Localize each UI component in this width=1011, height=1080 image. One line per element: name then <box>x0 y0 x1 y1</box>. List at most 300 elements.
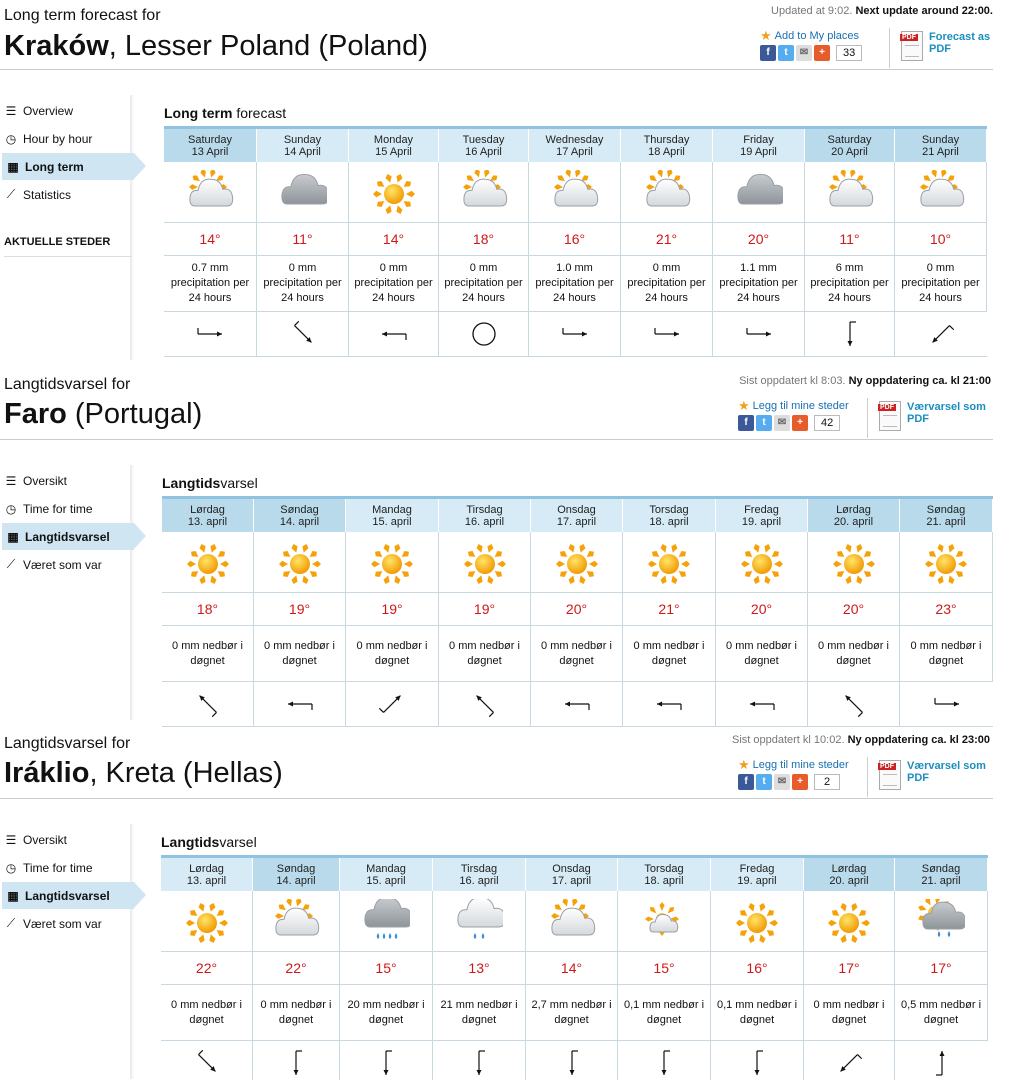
forecast-table <box>164 126 987 357</box>
day-header <box>340 858 433 891</box>
updated-at: Updated at 9:02. <box>771 5 853 17</box>
temperature: 21° <box>658 601 680 617</box>
mail-icon[interactable]: ✉ <box>796 45 812 61</box>
day-name: Lørdag <box>190 504 225 516</box>
temperature-cell <box>531 593 623 626</box>
precipitation-cell <box>805 256 895 312</box>
wind-arrow-icon <box>162 682 254 727</box>
location-subtitle: Long term forecast for <box>4 7 161 24</box>
menu-item-label: Været som var <box>23 557 102 572</box>
precipitation-cell <box>900 626 993 682</box>
wind-arrow-icon <box>713 312 805 357</box>
precipitation-cell <box>804 985 895 1041</box>
day-header <box>531 499 623 532</box>
sun-icon <box>439 532 531 593</box>
day-date: 20 April <box>831 146 868 158</box>
temperature-cell <box>254 593 346 626</box>
day-name: Fredag <box>739 863 775 875</box>
wind-arrow-icon <box>529 312 621 357</box>
precipitation: 0 mm nedbør i døgnet <box>813 998 885 1026</box>
sun-icon <box>623 532 716 593</box>
precipitation-cell <box>711 985 804 1041</box>
day-date: 21. april <box>926 516 966 528</box>
precipitation: 0 mm precipitation per 24 hours <box>627 262 706 304</box>
pdf-label-line1: Værvarsel som <box>907 401 986 413</box>
menu-item[interactable] <box>4 125 92 152</box>
sun-icon <box>349 162 439 223</box>
menu-item[interactable] <box>2 882 134 909</box>
day-header <box>900 499 993 532</box>
temperature-cell <box>621 223 713 256</box>
day-date: 18 April <box>648 146 685 158</box>
menu-item[interactable] <box>4 826 67 853</box>
day-name: Mandag <box>366 863 406 875</box>
temperature-cell <box>349 223 439 256</box>
wind-arrow-icon <box>621 312 713 357</box>
location-region: (Portugal) <box>66 398 203 430</box>
menu-item-label: Været som var <box>23 916 102 931</box>
twitter-icon[interactable]: t <box>778 45 794 61</box>
facebook-icon[interactable]: f <box>738 415 754 431</box>
day-header <box>253 858 340 891</box>
chart-icon: ⟋ <box>6 557 16 571</box>
temperature: 19° <box>288 601 311 617</box>
precipitation: 0 mm nedbør i døgnet <box>541 639 612 667</box>
day-name: Mandag <box>372 504 412 516</box>
day-date: 14. april <box>276 875 316 887</box>
wind-arrow-icon <box>254 682 346 727</box>
location-subtitle: Langtidsvarsel for <box>4 376 131 393</box>
side-menu <box>0 824 134 1079</box>
sun-icon <box>531 532 623 593</box>
wind-arrow-icon <box>808 682 900 727</box>
precipitation: 0 mm precipitation per 24 hours <box>354 262 433 304</box>
location-title <box>4 757 283 790</box>
forecast-title <box>164 105 286 121</box>
mail-icon[interactable]: ✉ <box>774 415 790 431</box>
forecast-title-bold: Langtids <box>162 475 221 491</box>
precipitation: 0 mm nedbør i døgnet <box>910 639 982 667</box>
forecast-table <box>161 855 988 1080</box>
precipitation: 1.1 mm precipitation per 24 hours <box>719 262 798 304</box>
precipitation: 0 mm nedbør i døgnet <box>171 998 242 1026</box>
temperature: 21° <box>655 231 678 247</box>
day-header <box>439 129 529 162</box>
precipitation-cell <box>895 256 987 312</box>
day-header <box>895 129 987 162</box>
wind-arrow-icon <box>716 682 808 727</box>
precipitation-cell <box>713 256 805 312</box>
share-count: 33 <box>836 45 862 61</box>
precipitation-cell <box>439 256 529 312</box>
temperature-cell <box>711 952 804 985</box>
add-to-places-link[interactable] <box>738 398 849 414</box>
wind-arrow-icon <box>253 1041 340 1080</box>
menu-item-label: Hour by hour <box>23 131 93 146</box>
updated-at: Sist oppdatert kl 8:03. <box>739 375 846 387</box>
share-count: 42 <box>814 415 840 431</box>
day-date: 17 April <box>556 146 593 158</box>
temperature: 11° <box>839 231 860 247</box>
temperature-cell <box>895 223 987 256</box>
wind-arrow-icon <box>805 312 895 357</box>
pdf-link[interactable] <box>901 31 990 61</box>
day-header <box>346 499 439 532</box>
share-plus-icon[interactable]: + <box>792 774 808 790</box>
menu-item-label: Langtidsvarsel <box>25 529 110 544</box>
precipitation-cell <box>526 985 618 1041</box>
sun-rain-icon <box>895 891 988 952</box>
share-bar <box>760 45 862 61</box>
wind-arrow-icon <box>433 1041 526 1080</box>
day-header <box>713 129 805 162</box>
location-subtitle: Langtidsvarsel for <box>4 735 131 752</box>
day-header <box>349 129 439 162</box>
add-to-places-label: Legg til mine steder <box>752 400 849 412</box>
partly-cloudy-icon <box>253 891 340 952</box>
menu-item-label: Langtidsvarsel <box>25 888 110 903</box>
day-name: Torsdag <box>649 504 689 516</box>
temperature-cell <box>529 223 621 256</box>
precipitation-cell <box>162 626 254 682</box>
menu-item[interactable] <box>4 495 93 522</box>
header-rule <box>0 798 993 799</box>
side-menu <box>0 95 134 360</box>
add-to-places-link[interactable] <box>760 28 859 44</box>
temperature: 17° <box>930 960 952 976</box>
day-date: 15 April <box>375 146 412 158</box>
precipitation-cell <box>164 256 257 312</box>
wind-arrow-icon <box>804 1041 895 1080</box>
sun-icon <box>900 532 993 593</box>
temperature: 15° <box>375 960 397 976</box>
menu-item[interactable] <box>4 910 102 937</box>
sun-icon <box>804 891 895 952</box>
day-name: Søndag <box>276 863 316 875</box>
precipitation: 21 mm nedbør i døgnet <box>440 998 518 1026</box>
day-date: 20. april <box>833 516 874 528</box>
day-date: 19. april <box>741 516 782 528</box>
precipitation-cell <box>253 985 340 1041</box>
day-name: Torsdag <box>644 863 684 875</box>
location-name: Faro <box>4 398 67 430</box>
pdf-icon: PDF <box>879 760 901 790</box>
precipitation: 0 mm precipitation per 24 hours <box>263 262 342 304</box>
precipitation-cell <box>346 626 439 682</box>
update-info <box>771 5 993 17</box>
sun-icon <box>716 532 808 593</box>
menu-item[interactable] <box>2 153 134 180</box>
pdf-label-line2: PDF <box>907 772 929 784</box>
location-region: , Kreta (Hellas) <box>89 757 283 789</box>
temperature-cell <box>713 223 805 256</box>
temperature: 14° <box>199 231 221 247</box>
forecast-section <box>0 0 1011 360</box>
day-name: Sunday <box>921 134 960 146</box>
wind-arrow-icon <box>439 312 529 357</box>
precipitation: 6 mm precipitation per 24 hours <box>810 262 889 304</box>
day-name: Tirsdag <box>466 504 503 516</box>
menu-section-heading: AKTUELLE STEDER <box>4 236 111 248</box>
day-header <box>439 499 531 532</box>
precipitation-cell <box>257 256 349 312</box>
pdf-label-line2: PDF <box>929 43 951 55</box>
temperature: 16° <box>563 231 586 247</box>
menu-item[interactable] <box>4 854 93 881</box>
calendar-icon: ▦ <box>7 529 19 544</box>
day-header <box>618 858 711 891</box>
location-title <box>4 30 428 63</box>
precipitation: 0 mm nedbør i døgnet <box>633 639 705 667</box>
temperature-cell <box>716 593 808 626</box>
location-region: , Lesser Poland (Poland) <box>108 30 428 62</box>
temperature-cell <box>623 593 716 626</box>
day-header <box>164 129 257 162</box>
wind-arrow-icon <box>349 312 439 357</box>
day-date: 15. april <box>366 875 406 887</box>
precipitation: 0 mm nedbør i døgnet <box>172 639 243 667</box>
next-update: Ny oppdatering ca. kl 21:00 <box>848 375 991 387</box>
precipitation-cell <box>895 985 988 1041</box>
precipitation-cell <box>529 256 621 312</box>
sun-icon <box>161 891 253 952</box>
day-date: 18. april <box>649 516 689 528</box>
rain-heavy-icon <box>340 891 433 952</box>
precipitation: 0,1 mm nedbør i døgnet <box>623 998 705 1026</box>
precipitation: 1.0 mm precipitation per 24 hours <box>535 262 614 304</box>
precipitation-cell <box>618 985 711 1041</box>
header-divider <box>889 28 890 68</box>
day-name: Søndag <box>280 504 319 516</box>
temperature-cell <box>340 952 433 985</box>
wind-arrow-icon <box>257 312 349 357</box>
day-date: 16. april <box>464 516 505 528</box>
temperature: 22° <box>285 960 307 976</box>
temperature-cell <box>162 593 254 626</box>
day-name: Tirsdag <box>460 863 498 875</box>
temperature-cell <box>161 952 253 985</box>
star-icon: ★ <box>738 757 750 772</box>
precipitation: 0 mm nedbør i døgnet <box>449 639 520 667</box>
day-name: Lørdag <box>189 863 224 875</box>
add-to-places-link[interactable] <box>738 757 849 773</box>
forecast-title-bold: Long term <box>164 105 233 121</box>
temperature-cell <box>895 952 988 985</box>
day-date: 17. april <box>556 516 597 528</box>
day-header <box>895 858 988 891</box>
day-name: Sunday <box>283 134 322 146</box>
precipitation-cell <box>531 626 623 682</box>
temperature: 20° <box>842 601 865 617</box>
day-header <box>257 129 349 162</box>
update-info <box>739 375 991 387</box>
calendar-icon: ▦ <box>7 888 19 903</box>
next-update: Ny oppdatering ca. kl 23:00 <box>847 734 990 746</box>
share-plus-icon[interactable]: + <box>814 45 830 61</box>
pdf-label <box>907 401 986 425</box>
header-rule <box>0 69 993 70</box>
precipitation: 0 mm nedbør i døgnet <box>818 639 889 667</box>
day-name: Saturday <box>187 134 233 146</box>
forecast-title-bold: Langtids <box>161 834 220 850</box>
pdf-label-line2: PDF <box>907 413 929 425</box>
pdf-link[interactable] <box>879 401 986 431</box>
day-name: Saturday <box>827 134 872 146</box>
wind-arrow-icon <box>711 1041 804 1080</box>
day-header <box>162 499 254 532</box>
day-date: 21. april <box>921 875 961 887</box>
forecast-section <box>0 370 1011 730</box>
day-date: 16. april <box>459 875 499 887</box>
day-name: Lørdag <box>831 863 867 875</box>
precipitation-cell <box>161 985 253 1041</box>
day-header <box>161 858 253 891</box>
day-date: 14. april <box>279 516 320 528</box>
precipitation: 0 mm nedbør i døgnet <box>260 998 332 1026</box>
precipitation-cell <box>254 626 346 682</box>
day-date: 18. april <box>644 875 684 887</box>
facebook-icon[interactable]: f <box>760 45 776 61</box>
day-date: 15. april <box>372 516 412 528</box>
pdf-icon: PDF <box>901 31 923 61</box>
partly-cloudy-icon <box>439 162 529 223</box>
header-divider <box>867 398 868 438</box>
forecast-title-rest: varsel <box>220 475 258 491</box>
temperature: 10° <box>929 231 952 247</box>
precipitation: 0 mm precipitation per 24 hours <box>901 262 980 304</box>
wind-arrow-icon <box>526 1041 618 1080</box>
wind-arrow-icon <box>895 1041 988 1080</box>
clock-icon: ◷ <box>5 860 17 875</box>
day-name: Onsdag <box>552 863 591 875</box>
menu-item[interactable] <box>4 97 73 124</box>
wind-arrow-icon <box>161 1041 253 1080</box>
chart-icon: ⟋ <box>6 916 16 930</box>
menu-item[interactable] <box>4 181 71 208</box>
temperature-cell <box>808 593 900 626</box>
precipitation: 0 mm nedbør i døgnet <box>726 639 797 667</box>
day-name: Lørdag <box>836 504 871 516</box>
calendar-icon: ▦ <box>7 159 19 174</box>
location-title <box>4 398 202 431</box>
day-header <box>623 499 716 532</box>
add-to-places-label: Add to My places <box>774 30 860 42</box>
partly-cloudy-icon <box>895 162 987 223</box>
partly-cloudy-icon <box>164 162 257 223</box>
list-icon: ☰ <box>5 103 17 118</box>
next-update: Next update around 22:00. <box>855 5 993 17</box>
facebook-icon[interactable]: f <box>738 774 754 790</box>
wind-arrow-icon <box>531 682 623 727</box>
temperature-cell <box>804 952 895 985</box>
day-date: 17. april <box>551 875 592 887</box>
forecast-title <box>162 475 258 491</box>
side-menu <box>0 465 134 720</box>
day-date: 20. april <box>829 875 869 887</box>
share-count: 2 <box>814 774 840 790</box>
precipitation-cell <box>340 985 433 1041</box>
pdf-label-line1: Forecast as <box>929 31 991 43</box>
menu-item[interactable] <box>4 467 67 494</box>
twitter-icon[interactable]: t <box>756 774 772 790</box>
day-name: Søndag <box>926 504 966 516</box>
clock-icon: ◷ <box>5 501 17 516</box>
temperature-cell <box>253 952 340 985</box>
fair-small-icon <box>618 891 711 952</box>
precipitation-cell <box>349 256 439 312</box>
temperature: 23° <box>935 601 957 617</box>
temperature: 20° <box>747 231 770 247</box>
pdf-label-line1: Værvarsel som <box>907 760 986 772</box>
day-header <box>808 499 900 532</box>
forecast-title <box>161 834 257 850</box>
twitter-icon[interactable]: t <box>756 415 772 431</box>
precipitation-cell <box>621 256 713 312</box>
forecast-title-rest: varsel <box>219 834 257 850</box>
mail-icon[interactable]: ✉ <box>774 774 790 790</box>
temperature: 13° <box>468 960 490 976</box>
temperature: 14° <box>560 960 583 976</box>
temperature: 20° <box>750 601 773 617</box>
header-rule <box>0 439 993 440</box>
wind-arrow-icon <box>618 1041 711 1080</box>
chart-icon: ⟋ <box>6 187 16 201</box>
day-header <box>433 858 526 891</box>
pdf-link[interactable] <box>879 760 986 790</box>
precipitation: 0,1 mm nedbør i døgnet <box>716 998 798 1026</box>
temperature: 20° <box>565 601 588 617</box>
precipitation: 0 mm precipitation per 24 hours <box>444 262 523 304</box>
menu-item-label: Oversikt <box>23 473 68 488</box>
partly-cloudy-icon <box>529 162 621 223</box>
temperature-cell <box>526 952 618 985</box>
location-name: Kraków <box>4 30 109 62</box>
sun-icon <box>254 532 346 593</box>
precipitation: 20 mm nedbør i døgnet <box>347 998 425 1026</box>
list-icon: ☰ <box>5 473 17 488</box>
share-plus-icon[interactable]: + <box>792 415 808 431</box>
day-name: Søndag <box>921 863 961 875</box>
precipitation: 0 mm nedbør i døgnet <box>356 639 428 667</box>
precipitation-cell <box>439 626 531 682</box>
day-date: 19. april <box>737 875 777 887</box>
menu-item-label: Time for time <box>23 860 93 875</box>
temperature: 19° <box>381 601 403 617</box>
temperature: 19° <box>473 601 496 617</box>
menu-item[interactable] <box>4 551 102 578</box>
day-header <box>804 858 895 891</box>
day-date: 13 April <box>191 146 229 158</box>
share-bar <box>738 774 840 790</box>
day-header <box>529 129 621 162</box>
sun-icon <box>711 891 804 952</box>
forecast-title-rest: forecast <box>232 105 287 121</box>
menu-item-label: Oversikt <box>23 832 68 847</box>
partly-cloudy-icon <box>805 162 895 223</box>
precipitation: 2,7 mm nedbør i døgnet <box>531 998 612 1026</box>
share-bar <box>738 415 840 431</box>
menu-item[interactable] <box>2 523 134 550</box>
day-name: Thursday <box>643 134 690 146</box>
precipitation: 0.7 mm precipitation per 24 hours <box>170 262 250 304</box>
day-name: Onsdag <box>557 504 596 516</box>
temperature: 18° <box>196 601 219 617</box>
temperature-cell <box>805 223 895 256</box>
list-icon: ☰ <box>5 832 17 847</box>
day-header <box>526 858 618 891</box>
temperature: 14° <box>382 231 405 247</box>
pdf-label <box>907 760 986 784</box>
